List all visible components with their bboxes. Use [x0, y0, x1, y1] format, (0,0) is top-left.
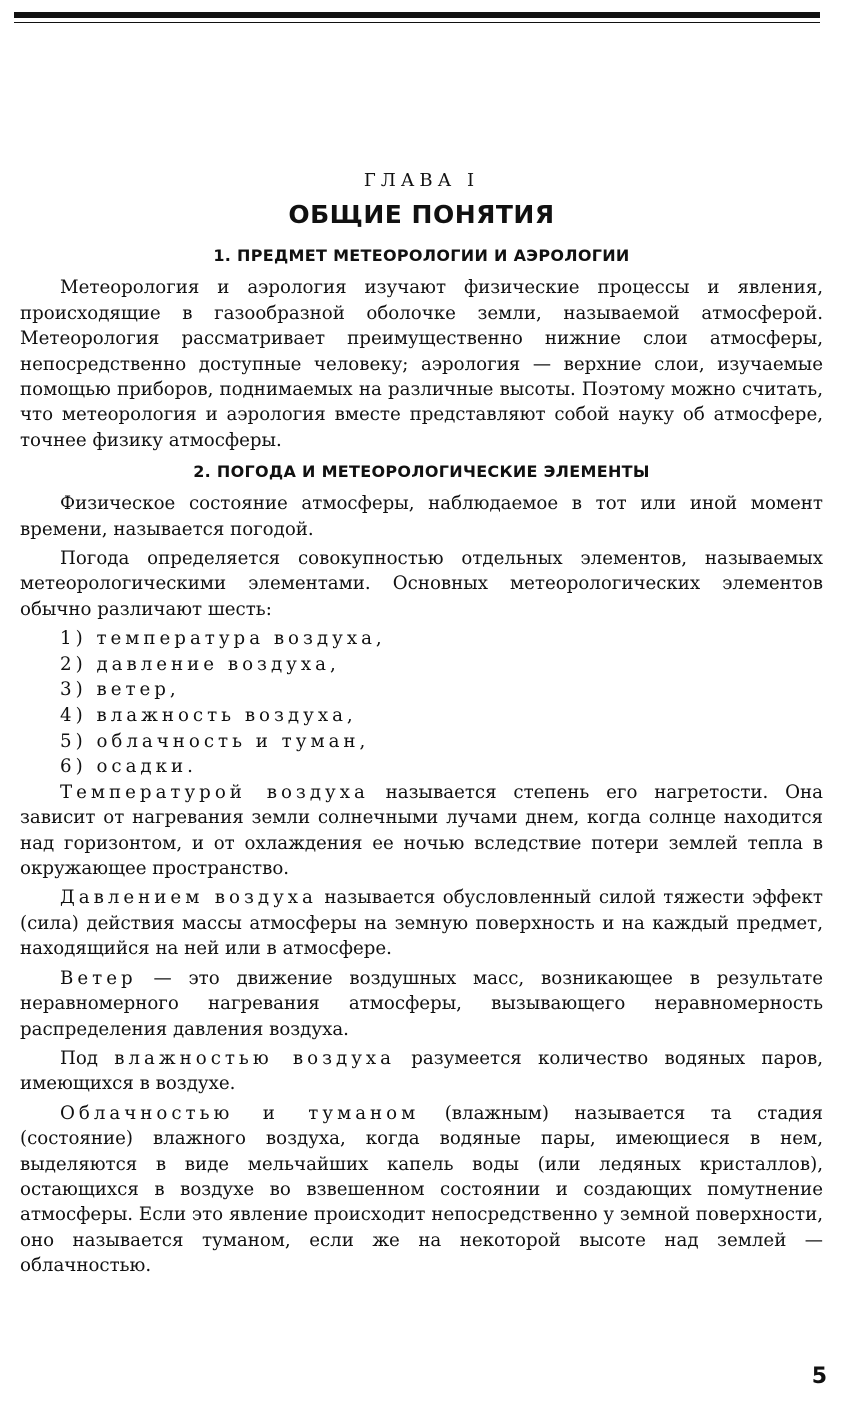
section-2-paragraph-1: Физическое состояние атмосферы, наблюдаемое в тот или иной момент времени, называется погодой. [20, 493, 823, 540]
header-rule-thin [14, 22, 820, 23]
list-item: 1) температура воздуха, [60, 628, 386, 650]
chapter-label: ГЛАВА I [363, 170, 480, 191]
page-content [20, 168, 823, 1283]
term-wind: Ветер [60, 967, 137, 989]
section-2-paragraph-2: Погода определяется совокупностью отдельных элементов, называемых метеорологическими элементами. Основных метеорологических элементов обычно различают шесть: [20, 548, 823, 620]
definition-wind-text: — это движение воздушных масс, возникающее в результате неравномерного нагревания атмосферы, вызывающего неравномерность распределения давления воздуха. [20, 967, 823, 1040]
definition-pressure-text: называется обусловленный силой тяжести эффект (сила) действия массы атмосферы на земную поверхность и на каждый предмет, находящийся на ней или в атмосфере. [20, 887, 823, 960]
definition-humidity-prefix: Под [60, 1047, 115, 1069]
chapter-title: ОБЩИЕ ПОНЯТИЯ [288, 200, 555, 230]
definition-wind [20, 966, 823, 1042]
term-temperature: Температурой воздуха [60, 781, 369, 803]
page-number: 5 [811, 1364, 827, 1389]
list-item: 2) давление воздуха, [60, 653, 340, 675]
section-1-paragraph: Метеорология и аэрология изучают физические процессы и явления, происходящие в газообразной оболочке земли, называемой атмосферой. Метеорология рассматривает преимущественно нижние слои атмосферы, непосредственно доступные человеку; аэрология — верхние слои, изучаемые помощью приборов, поднимаемых на различные высоты. Поэтому можно считать, что метеорология и аэрология вместе представляют собой науку об атмосфере, точнее физику атмосферы. [20, 277, 823, 451]
definition-cloudiness-text: (влажным) называется та стадия (состояние) влажного воздуха, когда водяные пары, имеющиеся в нем, выделяются в виде мельчайших капель воды (или ледяных кристаллов), остающихся в воздухе во взвешенном состоянии и создающих помутнение атмосферы. Если это явление происходит непосредственно у земной поверхности, оно называется туманом, если же на некоторой высоте над землей — облачностью. [20, 1102, 823, 1277]
list-item: 6) осадки. [60, 756, 197, 778]
section-2-title: 2. ПОГОДА И МЕТЕОРОЛОГИЧЕСКИЕ ЭЛЕМЕНТЫ [193, 462, 650, 482]
definition-pressure [20, 885, 823, 961]
term-humidity: влажностью воздуха [114, 1047, 396, 1069]
list-item: 4) влажность воздуха, [60, 705, 357, 727]
definition-humidity [20, 1046, 823, 1097]
term-pressure: Давлением воздуха [60, 887, 317, 909]
term-cloudiness: Облачностью и туманом [60, 1102, 420, 1124]
definition-humidity-text: разумеется количество водяных паров, имеющихся в воздухе. [20, 1047, 823, 1095]
section-1-title: 1. ПРЕДМЕТ МЕТЕОРОЛОГИИ И АЭРОЛОГИИ [213, 246, 630, 266]
definition-cloudiness [20, 1101, 823, 1279]
header-rule-thick [14, 12, 820, 18]
definition-temperature-text: называется степень его нагретости. Она зависит от нагревания земли солнечными лучами днем, когда солнце находится над горизонтом, и от охлаждения ее ночью вследствие потери землей тепла в окружающее пространство. [20, 781, 823, 880]
list-item: 5) облачность и туман, [60, 730, 370, 752]
elements-list [60, 626, 823, 780]
definition-temperature [20, 780, 823, 882]
list-item: 3) ветер, [60, 679, 180, 701]
